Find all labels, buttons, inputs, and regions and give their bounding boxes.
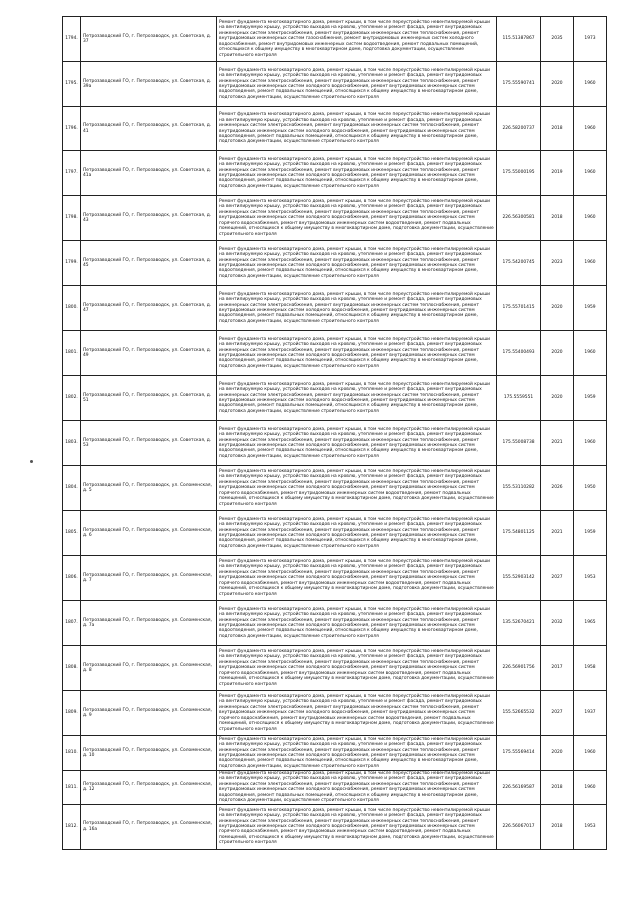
built-year-cell: 1959 — [574, 286, 607, 331]
table-row — [63, 62, 607, 107]
table-row — [63, 286, 607, 331]
repair-year-cell: 2018 — [541, 196, 574, 241]
table-row — [63, 107, 607, 151]
table-row — [63, 601, 607, 646]
row-number: 1807. — [63, 601, 81, 646]
address-cell: Петрозаводский ГО, г. Петрозаводск, ул. Советская, д. 47 — [81, 286, 217, 331]
row-number: 1803. — [63, 421, 81, 466]
cost-cell: 175.55400493 — [497, 331, 541, 376]
built-year-cell: 1937 — [574, 691, 607, 736]
address-cell: Петрозаводский ГО, г. Петрозаводск, ул. Соломенская, д. 7а — [81, 601, 217, 646]
table-row — [63, 556, 607, 601]
repair-year-cell: 2027 — [541, 691, 574, 736]
works-cell: Ремонт фундамента многоквартирного дома, ремонт крыши, в том числе переустройство невентилируемой крыши на вентилируемую крышу, устройство выходов на кровлю, утепление и ремонт фасада, ремонт внутридомовых инженерных систем электроснабжения, ремонт внутридомовых инженерных систем теплоснабжения, ремонт внутридомовых инженерных систем холодного водоснабжения, ремонт внутридомовых инженерных систем водоотведения, ремонт подвальных помещений, относящихся к общему имуществу в многоквартирном доме, подготовка документации, осуществление строительного контроля — [217, 151, 497, 196]
repair-year-cell: 2017 — [541, 646, 574, 691]
table-row — [63, 736, 607, 771]
address-cell: Петрозаводский ГО, г. Петрозаводск, ул. Советская, д. 43 — [81, 196, 217, 241]
repair-year-cell: 2020 — [541, 736, 574, 771]
works-cell: Ремонт фундамента многоквартирного дома, ремонт крыши, в том числе переустройство невентилируемой крыши на вентилируемую крышу, устройство выходов на кровлю, утепление и ремонт фасада, ремонт внутридомовых инженерных систем электроснабжения, ремонт внутридомовых инженерных систем теплоснабжения, ремонт внутридомовых инженерных систем холодного водоснабжения, ремонт внутридомовых инженерных систем водоотведения, ремонт подвальных помещений, относящихся к общему имуществу в многоквартирном доме, подготовка документации, осуществление строительного контроля — [217, 241, 497, 286]
works-cell: Ремонт фундамента многоквартирного дома, ремонт крыши, в том числе переустройство невентилируемой крыши на вентилируемую крышу, устройство выходов на кровлю, утепление и ремонт фасада, ремонт внутридомовых инженерных систем электроснабжения, ремонт внутридомовых инженерных систем теплоснабжения, ремонт внутридомовых инженерных систем холодного водоснабжения, ремонт внутридомовых инженерных систем водоотведения, ремонт подвальных помещений, относящихся к общему имуществу в многоквартирном доме, подготовка документации, осуществление строительного контроля — [217, 736, 497, 771]
row-number: 1810. — [63, 736, 81, 771]
table-row — [63, 646, 607, 691]
cost-cell: 175.5559551 — [497, 376, 541, 421]
repair-year-cell: 2020 — [541, 331, 574, 376]
built-year-cell: 1959 — [574, 376, 607, 421]
cost-cell: 226.56300581 — [497, 196, 541, 241]
cost-cell: 135.52670421 — [497, 601, 541, 646]
table-row — [63, 331, 607, 376]
works-cell: Ремонт фундамента многоквартирного дома, ремонт крыши, в том числе переустройство невентилируемой крыши на вентилируемую крышу, устройство выходов на кровлю, утепление и ремонт фасада, ремонт внутридомовых инженерных систем электроснабжения, ремонт внутридомовых инженерных систем теплоснабжения, ремонт внутридомовых инженерных систем холодного водоснабжения, ремонт внутридомовых инженерных систем горячего водоснабжения, ремонт внутридомовых инженерных систем водоотведения, ремонт подвальных помещений, относящихся к общему имуществу в многоквартирном доме, подготовка документации, осуществление строительного контроля — [217, 691, 497, 736]
works-cell: Ремонт фундамента многоквартирного дома, ремонт крыши, в том числе переустройство невентилируемой крыши на вентилируемую крышу, устройство выходов на кровлю, утепление и ремонт фасада, ремонт внутридомовых инженерных систем электроснабжения, ремонт внутридомовых инженерных систем теплоснабжения, ремонт внутридомовых инженерных систем холодного водоснабжения, ремонт внутридомовых инженерных систем горячего водоснабжения, ремонт внутридомовых инженерных систем водоотведения, ремонт подвальных помещений, относящихся к общему имуществу в многоквартирном доме, подготовка документации, осуществление строительного контроля — [217, 646, 497, 691]
register-rows — [63, 17, 607, 850]
address-cell: Петрозаводский ГО, г. Петрозаводск, ул. Советская, д. 39а — [81, 62, 217, 107]
built-year-cell: 1958 — [574, 646, 607, 691]
repair-year-cell: 2020 — [541, 376, 574, 421]
table-row — [63, 17, 607, 62]
cost-cell: 175.55590741 — [497, 62, 541, 107]
capital-repair-register-table — [62, 16, 607, 850]
address-cell: Петрозаводский ГО, г. Петрозаводск, ул. Соломенская, д. 8 — [81, 646, 217, 691]
works-cell: Ремонт фундамента многоквартирного дома, ремонт крыши, в том числе переустройство невентилируемой крыши на вентилируемую крышу, устройство выходов на кровлю, утепление и ремонт фасада, ремонт внутридомовых инженерных систем электроснабжения, ремонт внутридомовых инженерных систем теплоснабжения, ремонт внутридомовых инженерных систем холодного водоснабжения, ремонт внутридомовых инженерных систем водоотведения, ремонт подвальных помещений, относящихся к общему имуществу в многоквартирном доме, подготовка документации, осуществление строительного контроля — [217, 331, 497, 376]
cost-cell: 175.55008738 — [497, 421, 541, 466]
works-cell: Ремонт фундамента многоквартирного дома, ремонт крыши, в том числе переустройство невентилируемой крыши на вентилируемую крышу, устройство выходов на кровлю, утепление и ремонт фасада, ремонт внутридомовых инженерных систем электроснабжения, ремонт внутридомовых инженерных систем теплоснабжения, ремонт внутридомовых инженерных систем холодного водоснабжения, ремонт внутридомовых инженерных систем водоотведения, ремонт подвальных помещений, относящихся к общему имуществу в многоквартирном доме, подготовка документации, осуществление строительного контроля — [217, 421, 497, 466]
repair-year-cell: 2026 — [541, 466, 574, 511]
page-margin-dot — [30, 460, 33, 463]
built-year-cell: 1960 — [574, 771, 607, 805]
cost-cell: 175.55701415 — [497, 286, 541, 331]
address-cell: Петрозаводский ГО, г. Петрозаводск, ул. Соломенская, д. 6 — [81, 511, 217, 556]
built-year-cell: 1960 — [574, 331, 607, 376]
table-row — [63, 466, 607, 511]
works-cell: Ремонт фундамента многоквартирного дома, ремонт крыши, в том числе переустройство невентилируемой крыши на вентилируемую крышу, устройство выходов на кровлю, утепление и ремонт фасада, ремонт внутридомовых инженерных систем электроснабжения, ремонт внутридомовых инженерных систем теплоснабжения, ремонт внутридомовых инженерных систем холодного водоснабжения, ремонт внутридомовых инженерных систем горячего водоснабжения, ремонт внутридомовых инженерных систем водоотведения, ремонт подвальных помещений, относящихся к общему имуществу в многоквартирном доме, подготовка документации, осуществление строительного контроля — [217, 196, 497, 241]
address-cell: Петрозаводский ГО, г. Петрозаводск, ул. Советская, д. 53 — [81, 421, 217, 466]
built-year-cell: 1950 — [574, 466, 607, 511]
table-row — [63, 241, 607, 286]
address-cell: Петрозаводский ГО, г. Петрозаводск, ул. Соломенская, д. 16а — [81, 804, 217, 849]
repair-year-cell: 2021 — [541, 511, 574, 556]
table-row — [63, 691, 607, 736]
works-cell: Ремонт фундамента многоквартирного дома, ремонт крыши, в том числе переустройство невентилируемой крыши на вентилируемую крышу, устройство выходов на кровлю, утепление и ремонт фасада, ремонт внутридомовых инженерных систем электроснабжения, ремонт внутридомовых инженерных систем теплоснабжения, ремонт внутридомовых инженерных систем холодного водоснабжения, ремонт внутридомовых инженерных систем водоотведения, ремонт подвальных помещений, относящихся к общему имуществу в многоквартирном доме, подготовка документации, осуществление строительного контроля — [217, 511, 497, 556]
address-cell: Петрозаводский ГО, г. Петрозаводск, ул. Соломенская, д. 9 — [81, 691, 217, 736]
table-row — [63, 511, 607, 556]
address-cell: Петрозаводский ГО, г. Петрозаводск, ул. Советская, д. 37 — [81, 17, 217, 62]
address-cell: Петрозаводский ГО, г. Петрозаводск, ул. Советская, д. 41а — [81, 151, 217, 196]
address-cell: Петрозаводский ГО, г. Петрозаводск, ул. Соломенская, д. 7 — [81, 556, 217, 601]
row-number: 1806. — [63, 556, 81, 601]
built-year-cell: 1960 — [574, 421, 607, 466]
address-cell: Петрозаводский ГО, г. Петрозаводск, ул. Советская, д. 51 — [81, 376, 217, 421]
table-row — [63, 376, 607, 421]
built-year-cell: 1973 — [574, 17, 607, 62]
works-cell: Ремонт фундамента многоквартирного дома, ремонт крыши, в том числе переустройство невентилируемой крыши на вентилируемую крышу, устройство выходов на кровлю, утепление и ремонт фасада, ремонт внутридомовых инженерных систем электроснабжения, ремонт внутридомовых инженерных систем теплоснабжения, ремонт внутридомовых инженерных систем холодного водоснабжения, ремонт внутридомовых инженерных систем водоотведения, ремонт подвальных помещений, относящихся к общему имуществу в многоквартирном доме, подготовка документации, осуществление строительного контроля — [217, 62, 497, 107]
repair-year-cell: 2018 — [541, 107, 574, 151]
built-year-cell: 1960 — [574, 62, 607, 107]
row-number: 1811. — [63, 771, 81, 805]
cost-cell: 226.56067017 — [497, 804, 541, 849]
works-cell: Ремонт фундамента многоквартирного дома, ремонт крыши, в том числе переустройство невентилируемой крыши на вентилируемую крышу, устройство выходов на кровлю, утепление и ремонт фасада, ремонт внутридомовых инженерных систем электроснабжения, ремонт внутридомовых инженерных систем теплоснабжения, ремонт внутридомовых инженерных систем холодного водоснабжения, ремонт внутридомовых инженерных систем горячего водоснабжения, ремонт внутридомовых инженерных систем водоотведения, ремонт подвальных помещений, относящихся к общему имуществу в многоквартирном доме, подготовка документации, осуществление строительного контроля — [217, 556, 497, 601]
row-number: 1802. — [63, 376, 81, 421]
row-number: 1801. — [63, 331, 81, 376]
built-year-cell: 1959 — [574, 511, 607, 556]
address-cell: Петрозаводский ГО, г. Петрозаводск, ул. Соломенская, д. 5 — [81, 466, 217, 511]
built-year-cell: 1960 — [574, 196, 607, 241]
built-year-cell: 1960 — [574, 151, 607, 196]
cost-cell: 175.55000195 — [497, 151, 541, 196]
cost-cell: 115.51387867 — [497, 17, 541, 62]
built-year-cell: 1953 — [574, 556, 607, 601]
built-year-cell: 1953 — [574, 804, 607, 849]
row-number: 1805. — [63, 511, 81, 556]
address-cell: Петрозаводский ГО, г. Петрозаводск, ул. Соломенская, д. 12 — [81, 771, 217, 805]
row-number: 1804. — [63, 466, 81, 511]
row-number: 1795. — [63, 62, 81, 107]
built-year-cell: 1960 — [574, 241, 607, 286]
works-cell: Ремонт фундамента многоквартирного дома, ремонт крыши, в том числе переустройство невентилируемой крыши на вентилируемую крышу, устройство выходов на кровлю, утепление и ремонт фасада, ремонт внутридомовых инженерных систем электроснабжения, ремонт внутридомовых инженерных систем теплоснабжения, ремонт внутридомовых инженерных систем холодного водоснабжения, ремонт внутридомовых инженерных систем горячего водоснабжения, ремонт внутридомовых инженерных систем водоотведения, ремонт подвальных помещений, относящихся к общему имуществу в многоквартирном доме, подготовка документации, осуществление строительного контроля — [217, 804, 497, 849]
built-year-cell: 1960 — [574, 107, 607, 151]
row-number: 1809. — [63, 691, 81, 736]
works-cell: Ремонт фундамента многоквартирного дома, ремонт крыши, в том числе переустройство невентилируемой крыши на вентилируемую крышу, устройство выходов на кровлю, утепление и ремонт фасада, ремонт внутридомовых инженерных систем электроснабжения, ремонт внутридомовых инженерных систем теплоснабжения, ремонт внутридомовых инженерных систем холодного водоснабжения, ремонт внутридомовых инженерных систем водоотведения, ремонт подвальных помещений, относящихся к общему имуществу в многоквартирном доме, подготовка документации, осуществление строительного контроля — [217, 286, 497, 331]
table-row — [63, 151, 607, 196]
row-number: 1800. — [63, 286, 81, 331]
row-number: 1812. — [63, 804, 81, 849]
row-number: 1808. — [63, 646, 81, 691]
cost-cell: 175.54801125 — [497, 511, 541, 556]
address-cell: Петрозаводский ГО, г. Петрозаводск, ул. Советская, д. 45 — [81, 241, 217, 286]
repair-year-cell: 2021 — [541, 421, 574, 466]
repair-year-cell: 2019 — [541, 151, 574, 196]
cost-cell: 175.55569414 — [497, 736, 541, 771]
works-cell: Ремонт фундамента многоквартирного дома, ремонт крыши, в том числе переустройство невентилируемой крыши на вентилируемую крышу, устройство выходов на кровлю, утепление и ремонт фасада, ремонт внутридомовых инженерных систем электроснабжения, ремонт внутридомовых инженерных систем теплоснабжения, ремонт внутридомовых инженерных систем холодного водоснабжения, ремонт внутридомовых инженерных систем водоотведения, ремонт подвальных помещений, относящихся к общему имуществу в многоквартирном доме, подготовка документации, осуществление строительного контроля — [217, 107, 497, 151]
works-cell: Ремонт фундамента многоквартирного дома, ремонт крыши, в том числе переустройство невентилируемой крыши на вентилируемую крышу, устройство выходов на кровлю, утепление и ремонт фасада, ремонт внутридомовых инженерных систем электроснабжения, ремонт внутридомовых инженерных систем теплоснабжения, ремонт внутридомовых инженерных систем холодного водоснабжения, ремонт внутридомовых инженерных систем водоотведения, ремонт подвальных помещений, относящихся к общему имуществу в многоквартирном доме, подготовка документации, осуществление строительного контроля — [217, 376, 497, 421]
row-number: 1799. — [63, 241, 81, 286]
row-number: 1798. — [63, 196, 81, 241]
repair-year-cell: 2020 — [541, 286, 574, 331]
table-row — [63, 196, 607, 241]
built-year-cell: 1965 — [574, 601, 607, 646]
cost-cell: 226.56901756 — [497, 646, 541, 691]
repair-year-cell: 2020 — [541, 62, 574, 107]
address-cell: Петрозаводский ГО, г. Петрозаводск, ул. Советская, д. 49 — [81, 331, 217, 376]
row-number: 1796. — [63, 107, 81, 151]
cost-cell: 155.53110282 — [497, 466, 541, 511]
cost-cell: 226.58200737 — [497, 107, 541, 151]
row-number: 1797. — [63, 151, 81, 196]
table-row — [63, 421, 607, 466]
works-cell: Ремонт фундамента многоквартирного дома, ремонт крыши, в том числе переустройство невентилируемой крыши на вентилируемую крышу, устройство выходов на кровлю, утепление и ремонт фасада, ремонт внутридомовых инженерных систем электроснабжения, ремонт внутридомовых инженерных систем теплоснабжения, ремонт внутридомовых инженерных систем холодного водоснабжения, ремонт внутридомовых инженерных систем водоотведения, ремонт подвальных помещений, относящихся к общему имуществу в многоквартирном доме, подготовка документации, осуществление строительного контроля — [217, 771, 497, 805]
built-year-cell: 1960 — [574, 736, 607, 771]
repair-year-cell: 2035 — [541, 17, 574, 62]
cost-cell: 226.56169587 — [497, 771, 541, 805]
cost-cell: 155.52665532 — [497, 691, 541, 736]
register-page — [62, 16, 606, 850]
cost-cell: 155.52903142 — [497, 556, 541, 601]
works-cell: Ремонт фундамента многоквартирного дома, ремонт крыши, в том числе переустройство невентилируемой крыши на вентилируемую крышу, устройство выходов на кровлю, утепление и ремонт фасада, ремонт внутридомовых инженерных систем электроснабжения, ремонт внутридомовых инженерных систем теплоснабжения, ремонт внутридомовых инженерных систем холодного водоснабжения, ремонт внутридомовых инженерных систем горячего водоснабжения, ремонт внутридомовых инженерных систем водоотведения, ремонт подвальных помещений, относящихся к общему имуществу в многоквартирном доме, подготовка документации, осуществление строительного контроля — [217, 466, 497, 511]
repair-year-cell: 2027 — [541, 556, 574, 601]
repair-year-cell: 2023 — [541, 241, 574, 286]
table-row — [63, 771, 607, 805]
works-cell: Ремонт фундамента многоквартирного дома, ремонт крыши, в том числе переустройство невентилируемой крыши на вентилируемую крышу, устройство выходов на кровлю, утепление и ремонт фасада, ремонт внутридомовых инженерных систем электроснабжения, ремонт внутридомовых инженерных систем теплоснабжения, ремонт внутридомовых инженерных систем газоснабжения, ремонт внутридомовых инженерных систем холодного водоснабжения, ремонт внутридомовых инженерных систем водоотведения, ремонт подвальных помещений, относящихся к общему имуществу в многоквартирном доме, подготовка документации, осуществление строительного контроля — [217, 17, 497, 62]
repair-year-cell: 2032 — [541, 601, 574, 646]
address-cell: Петрозаводский ГО, г. Петрозаводск, ул. Советская, д. 41 — [81, 107, 217, 151]
address-cell: Петрозаводский ГО, г. Петрозаводск, ул. Соломенская, д. 10 — [81, 736, 217, 771]
repair-year-cell: 2018 — [541, 771, 574, 805]
works-cell: Ремонт фундамента многоквартирного дома, ремонт крыши, в том числе переустройство невентилируемой крыши на вентилируемую крышу, устройство выходов на кровлю, утепление и ремонт фасада, ремонт внутридомовых инженерных систем электроснабжения, ремонт внутридомовых инженерных систем теплоснабжения, ремонт внутридомовых инженерных систем холодного водоснабжения, ремонт внутридомовых инженерных систем водоотведения, ремонт подвальных помещений, относящихся к общему имуществу в многоквартирном доме, подготовка документации, осуществление строительного контроля — [217, 601, 497, 646]
cost-cell: 175.54200745 — [497, 241, 541, 286]
table-row — [63, 804, 607, 849]
repair-year-cell: 2018 — [541, 804, 574, 849]
row-number: 1794. — [63, 17, 81, 62]
